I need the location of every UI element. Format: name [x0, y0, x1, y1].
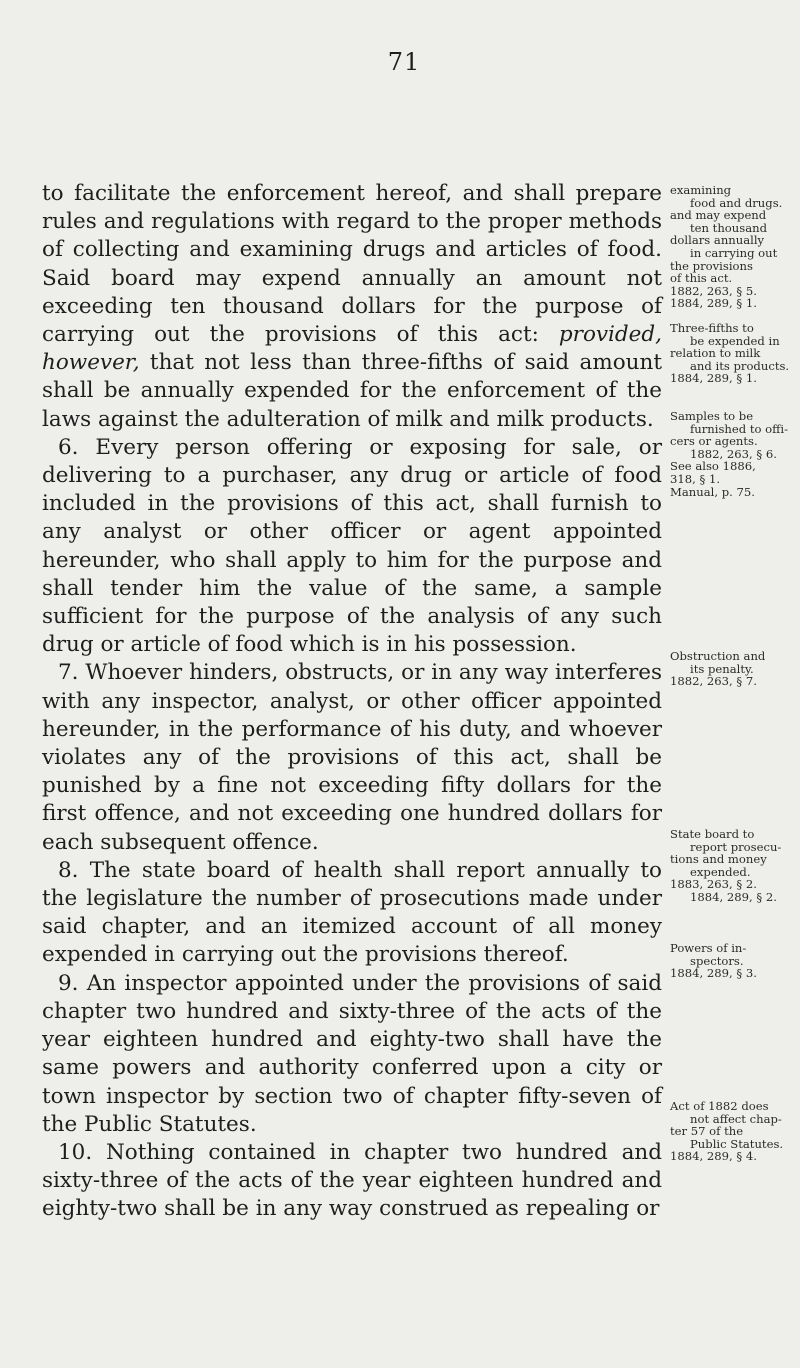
- main-text: [42, 180, 662, 1224]
- sidenote-examining: examining food and drugs. and may expend ten thousand dollars annually in carrying out the provisions of this act. 1882, 263, § 5. 1884, 289, § 1.: [670, 183, 783, 311]
- page-number: 71: [387, 48, 421, 76]
- sidenote-act-1882: Act of 1882 does not affect chap- ter 57 of the Public Statutes. 1884, 289, § 4.: [670, 1099, 784, 1164]
- section-10: 10. Nothing contained in chapter two hundred and sixty-three of the acts of the year eighteen hundred and eighty-two shall be in any way construed as repealing or: [42, 1139, 662, 1222]
- paragraph-continuation: to facilitate the enforcement hereof, and shall prepare rules and regulations with regard to the proper methods of collecting and examining drugs and articles of food. Said board may expend annually an amount not exceeding ten thousand dollars for the purpose of carrying out the provisions of this act: provided, however, that not less than three-fifths of said amount shall be annually expended for the enforcement of the laws against the adulteration of milk and milk products.: [42, 181, 662, 432]
- section-7: 7. Whoever hinders, obstructs, or in any way interferes with any inspector, analyst, or other officer appointed hereunder, in the performance of his duty, and whoever violates any of the provisions of this act, shall be punished by a fine not exceeding fifty dollars for the first offence, and not exceeding one hundred dollars for each subsequent offence.: [42, 660, 662, 855]
- sidenote-powers: Powers of in- spectors. 1884, 289, § 3.: [670, 941, 757, 981]
- sidenote-samples: Samples to be furnished to offi- cers or agents. 1882, 263, § 6. See also 1886, 318, § 1. Manual, p. 75.: [670, 409, 789, 499]
- section-9: 9. An inspector appointed under the provisions of said chapter two hundred and sixty-three of the acts of the year eighteen hundred and eighty-two shall have the same powers and authority conferred upon a city or town inspector by section two of chapter fifty-seven of the Public Statutes.: [42, 970, 662, 1137]
- section-8: 8. The state board of health shall report annually to the legislature the number of prosecutions made under said chapter, and an itemized account of all money expended in carrying out the provisions thereof.: [42, 857, 662, 968]
- sidenote-state-board: State board to report prosecu- tions and money expended. 1883, 263, § 2. 1884, 289, § 2.: [670, 827, 782, 904]
- sidenote-three-fifths: Three-fifths to be expended in relation to milk and its products. 1884, 289, § 1.: [670, 321, 790, 386]
- section-6: 6. Every person offering or exposing for sale, or delivering to a purchaser, any drug or article of food included in the provisions of this act, shall furnish to any analyst or other officer or agent appointed hereunder, who shall apply to him for the purpose and shall tender him the value of the same, a sample sufficient for the purpose of the analysis of any such drug or article of food which is in his possession.: [42, 434, 662, 658]
- sidenote-obstruction: Obstruction and its penalty. 1882, 263, § 7.: [670, 649, 766, 689]
